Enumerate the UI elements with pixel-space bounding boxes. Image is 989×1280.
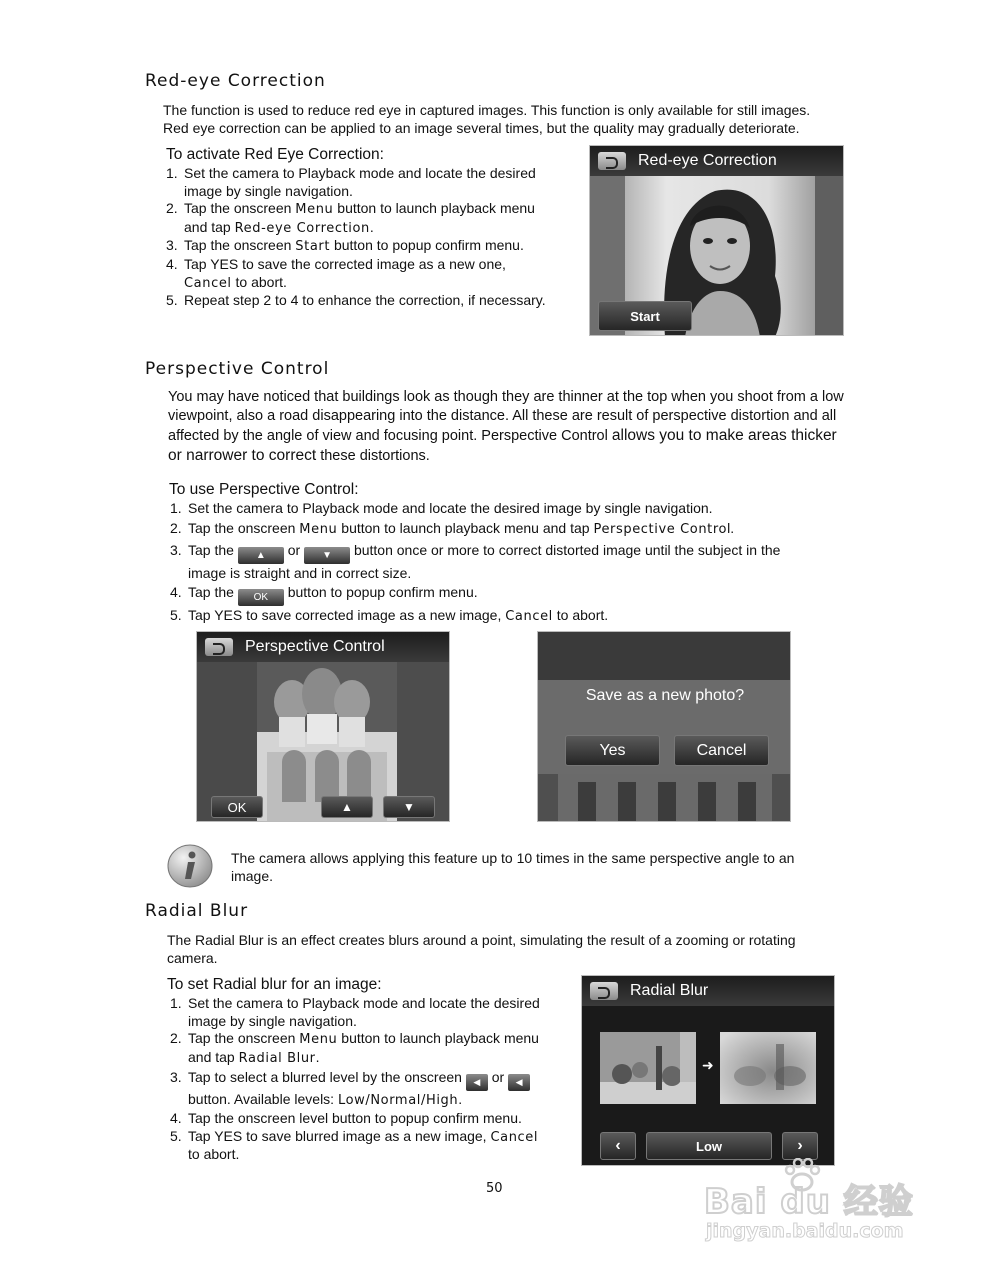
perspective-intro: You may have noticed that buildings look as though they are thinner at the top when you shoot from a low viewpoint, also a road disappearing into the distance. All these are result of perspective distortion and all affected by the angle of view and focusing point. Perspective Control allows you to make areas thicker or narrower to correct these distortions.	[168, 389, 844, 464]
screen-title: Perspective Control	[245, 638, 385, 655]
previous-level-button[interactable]	[600, 1132, 636, 1160]
next-level-button[interactable]	[782, 1132, 818, 1160]
radial-blur-screen	[581, 975, 835, 1166]
red-eye-screen	[589, 145, 844, 336]
back-icon[interactable]	[590, 982, 618, 1000]
info-icon	[166, 843, 214, 889]
step-2-cont: and tap Radial Blur.	[188, 1048, 320, 1066]
perspective-screen	[196, 631, 450, 822]
step-2: 2. Tap the onscreen Menu button to launch playback menu and tap Perspective Control.	[170, 520, 735, 537]
step-1-cont: image by single navigation.	[184, 182, 353, 199]
step-3: 3. Tap the onscreen Start button to popup confirm menu.	[166, 237, 524, 255]
radial-steps	[158, 995, 578, 1164]
page-number: 50	[486, 1181, 503, 1196]
step-4-cont: Cancel to abort.	[184, 273, 287, 291]
chevron-right-icon: ›	[797, 1137, 803, 1154]
step-1: 1. Set the camera to Playback mode and locate the desired	[170, 995, 540, 1011]
taller-top-icon: ▲	[238, 547, 284, 564]
bottom-wider-button[interactable]	[383, 796, 435, 818]
step-5: 5. Tap YES to save blurred image as a new image, Cancel	[170, 1127, 539, 1145]
step-1: 1. Set the camera to Playback mode and locate the desired	[166, 165, 536, 181]
top-wider-button[interactable]	[321, 796, 373, 818]
radial-subheading: To set Radial blur for an image:	[167, 976, 382, 993]
step-5: 5. Repeat step 2 to 4 to enhance the correction, if necessary.	[166, 292, 546, 309]
left-arrow-icon: ◀	[466, 1074, 488, 1091]
trapezoid-top-icon: ▲	[341, 800, 353, 814]
confirm-screen	[537, 631, 791, 822]
trapezoid-bottom-icon: ▼	[403, 800, 415, 814]
start-button[interactable]: Start	[598, 301, 692, 331]
radial-intro-2: camera.	[167, 950, 218, 966]
note-text-1: The camera allows applying this feature up to 10 times in the same perspective angle to an	[231, 850, 795, 866]
red-eye-intro-2: Red eye correction can be applied to an image several times, but the quality may gradually deteriorate.	[163, 120, 800, 136]
red-eye-intro-1: The function is used to reduce red eye in captured images. This function is only available for still images.	[163, 102, 811, 118]
step-3-cont: button. Available levels: Low/Normal/High.	[188, 1091, 463, 1109]
original-thumbnail	[600, 1032, 696, 1104]
cathedral-dim-image	[538, 632, 791, 822]
heading-red-eye: Red-eye Correction	[145, 71, 326, 91]
screen-title: Radial Blur	[630, 982, 709, 999]
screen-title: Red-eye Correction	[638, 152, 777, 169]
ok-button[interactable]: OK	[211, 796, 263, 818]
note-text-2: image.	[231, 868, 274, 884]
step-2: 2. Tap the onscreen Menu button to launch playback menu	[170, 1030, 539, 1048]
step-2: 2. Tap the onscreen Menu button to launch playback menu	[166, 200, 535, 218]
level-button[interactable]: Low	[646, 1132, 772, 1160]
step-3: 3. Tap to select a blurred level by the onscreen ◀ or ◀	[158, 1067, 578, 1091]
watermark-url: jingyan.baidu.com	[706, 1220, 904, 1242]
step-4: 4. Tap the onscreen level button to popup confirm menu.	[170, 1109, 522, 1126]
ok-button-icon: OK	[238, 589, 284, 606]
step-1-cont: image by single navigation.	[188, 1012, 357, 1029]
yes-button[interactable]: Yes	[565, 735, 660, 766]
red-eye-steps	[154, 165, 584, 310]
back-icon[interactable]	[205, 638, 233, 656]
step-4: 4. Tap YES to save the corrected image as a new one,	[166, 255, 506, 272]
back-icon[interactable]	[598, 152, 626, 170]
watermark-brand: Bai du 经验	[704, 1182, 914, 1222]
step-5: 5. Tap YES to save corrected image as a new image, Cancel to abort.	[170, 607, 609, 624]
step-3-cont: image is straight and in correct size.	[188, 565, 412, 581]
perspective-steps	[158, 499, 858, 626]
step-1: 1. Set the camera to Playback mode and locate the desired image by single navigation.	[170, 500, 713, 516]
blurred-thumbnail	[720, 1032, 816, 1104]
confirm-prompt: Save as a new photo?	[585, 687, 745, 704]
radial-titlebar	[582, 976, 834, 1006]
step-3: 3. Tap the ▲ or ▼ button once or more to correct distorted image until the subject in the	[158, 540, 858, 564]
radial-intro-1: The Radial Blur is an effect creates blurs around a point, simulating the result of a zooming or rotating	[167, 932, 796, 948]
baidu-watermark	[700, 1158, 940, 1248]
perspective-titlebar	[197, 632, 449, 662]
step-5-cont: to abort.	[188, 1146, 240, 1163]
arrow-right-icon: ➜	[702, 1058, 714, 1074]
red-eye-titlebar	[590, 146, 843, 176]
heading-radial-blur: Radial Blur	[145, 901, 249, 921]
chevron-left-icon: ‹	[615, 1137, 621, 1154]
cancel-button[interactable]: Cancel	[674, 735, 769, 766]
right-arrow-icon: ◀	[508, 1074, 530, 1091]
red-eye-subheading: To activate Red Eye Correction:	[166, 146, 384, 163]
step-2-cont: and tap Red-eye Correction.	[184, 218, 374, 236]
taller-bottom-icon: ▼	[304, 547, 350, 564]
step-4: 4. Tap the OK button to popup confirm menu.	[158, 582, 858, 606]
perspective-subheading: To use Perspective Control:	[169, 481, 359, 498]
heading-perspective: Perspective Control	[145, 359, 330, 379]
